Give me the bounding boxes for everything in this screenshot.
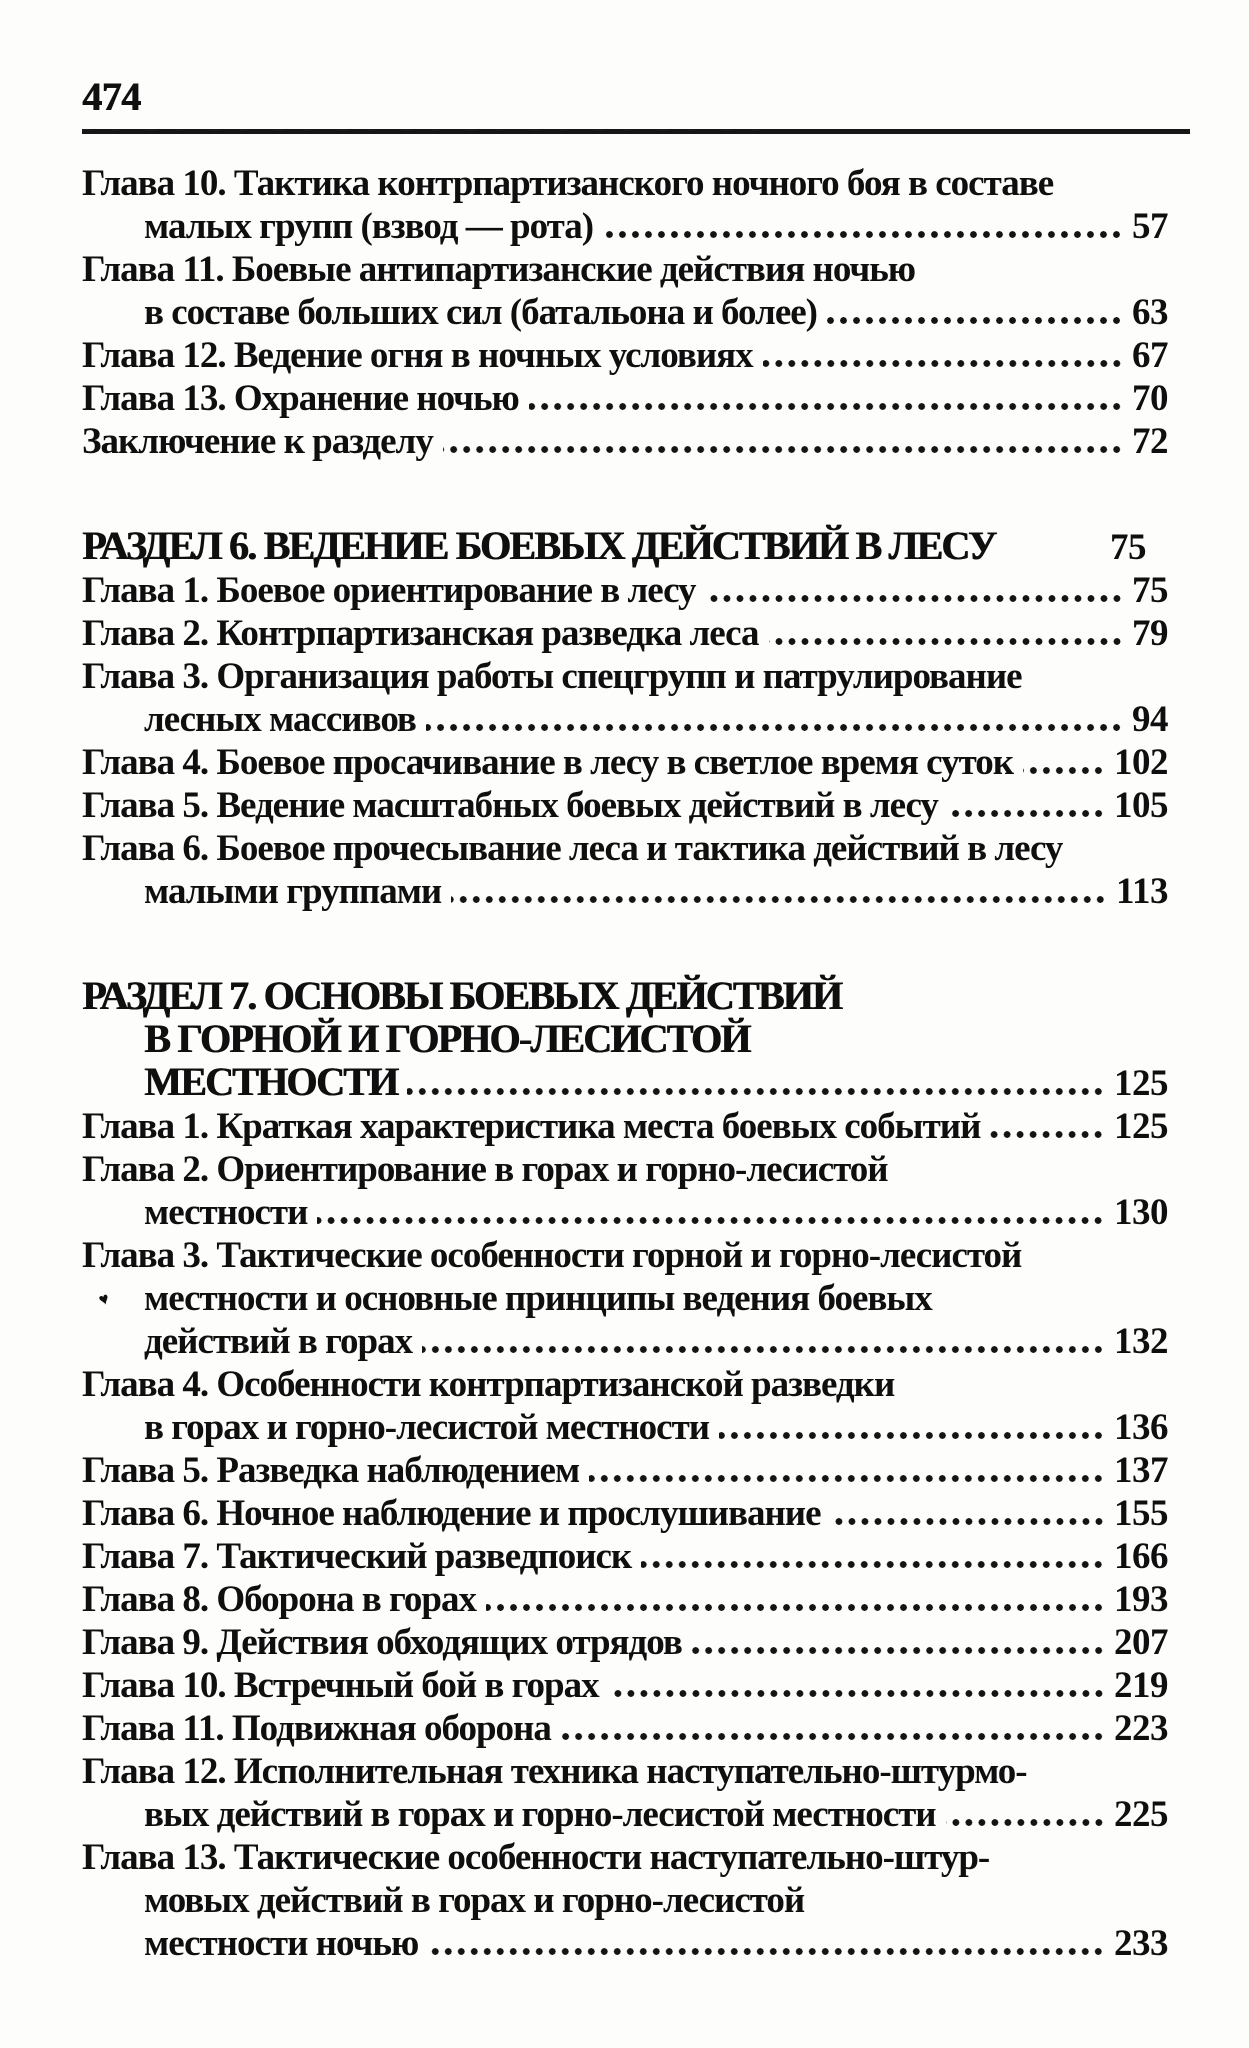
dot-leader: [443, 446, 1123, 453]
toc-line: [82, 1492, 1168, 1535]
toc-page-number: 94: [1132, 699, 1168, 740]
toc-page-number: 155: [1114, 1493, 1168, 1534]
toc-line: [82, 1793, 1168, 1836]
toc-line-text: Глава 5. Разведка наблюдением: [82, 1450, 580, 1491]
toc-line-text: Глава 2. Ориентирование в горах и горно-лесистой: [82, 1149, 888, 1190]
toc-entry-section: [82, 974, 1168, 1105]
toc-line: [82, 655, 1168, 698]
toc-line: [82, 291, 1168, 334]
toc-line: [82, 1363, 1168, 1406]
toc-page-number: 137: [1114, 1450, 1168, 1491]
toc-line-text: Глава 3. Тактические особенности горной и горно-лесистой: [82, 1235, 1022, 1276]
toc-entry-chapter: [82, 612, 1168, 655]
toc-line-text: Глава 13. Охранение ночью: [82, 378, 519, 419]
toc-line: [82, 827, 1168, 870]
toc-line-text: мовых действий в горах и горно-лесистой: [144, 1880, 805, 1921]
toc-page-number: 67: [1132, 335, 1168, 376]
toc-line: [82, 377, 1168, 420]
toc-page-number: 130: [1114, 1192, 1168, 1233]
toc-line: [82, 1578, 1168, 1621]
toc-line: [82, 1750, 1168, 1793]
toc-entry-chapter: [82, 1707, 1168, 1750]
page-header: [82, 74, 1168, 134]
dot-leader: [990, 1131, 1105, 1138]
toc-entry-section: [82, 524, 1168, 569]
toc-line-text: Глава 11. Подвижная оборона: [82, 1708, 551, 1749]
toc-entry-chapter: [82, 1363, 1168, 1449]
dot-leader: [831, 1518, 1105, 1525]
toc-entry-chapter: [82, 334, 1168, 377]
toc-line-text: Глава 10. Встречный бой в горах: [82, 1665, 599, 1706]
dot-leader: [692, 1647, 1105, 1654]
toc-line-text: Заключение к разделу: [82, 421, 433, 462]
toc-line-text: Глава 4. Боевое просачивание в лесу в светлое время суток: [82, 742, 1014, 783]
toc-page-number: 136: [1114, 1407, 1168, 1448]
toc-entry-chapter: [82, 784, 1168, 827]
toc-line: [82, 1105, 1168, 1148]
toc-line: [82, 1148, 1168, 1191]
toc-entry-chapter: [82, 1535, 1168, 1578]
toc-line: [82, 1707, 1168, 1750]
dot-leader: [426, 724, 1123, 731]
toc-line: [82, 870, 1168, 913]
toc-line-text: Глава 12. Ведение огня в ночных условиях: [82, 335, 753, 376]
toc-line-text: Глава 6. Ночное наблюдение и прослушивание: [82, 1493, 821, 1534]
dot-leader: [827, 317, 1123, 324]
toc-line: [82, 524, 1168, 569]
toc-page-number: 75: [1132, 570, 1168, 611]
toc-page-number: 125: [1114, 1106, 1168, 1147]
toc-line: [82, 205, 1168, 248]
toc-line-text: Глава 5. Ведение масштабных боевых действий в лесу: [82, 785, 938, 826]
toc-line: [82, 248, 1168, 291]
toc-page-number: 225: [1114, 1794, 1168, 1835]
toc-line: [82, 1060, 1168, 1105]
dot-leader: [609, 1690, 1105, 1697]
toc-line-text: Глава 7. Тактический разведпоиск: [82, 1536, 632, 1577]
toc-page-number: 63: [1132, 292, 1168, 333]
toc-line-text: Глава 10. Тактика контрпартизанского ночного боя в составе: [82, 163, 1054, 204]
dot-leader: [422, 1346, 1105, 1353]
toc-line: [82, 741, 1168, 784]
toc-line-text: Глава 6. Боевое прочесывание леса и тактика действий в лесу: [82, 828, 1063, 869]
dot-leader: [706, 595, 1123, 602]
toc-line: [82, 1922, 1168, 1965]
toc-line-text: местности и основные принципы ведения боевых: [144, 1278, 932, 1319]
toc-page-number: 219: [1114, 1665, 1168, 1706]
dot-leader: [428, 1948, 1105, 1955]
toc-entry-chapter: [82, 420, 1168, 463]
toc-line-text: РАЗДЕЛ 7. ОСНОВЫ БОЕВЫХ ДЕЙСТВИЙ: [82, 973, 842, 1018]
toc-page-number: 223: [1114, 1708, 1168, 1749]
toc-line-text: Глава 3. Организация работы спецгрупп и патрулирование: [82, 656, 1022, 697]
toc-line-text: Глава 9. Действия обходящих отрядов: [82, 1622, 682, 1663]
toc-page-number: 166: [1114, 1536, 1168, 1577]
toc-line: [82, 420, 1168, 463]
toc-page-number: 75: [1110, 527, 1146, 568]
dot-leader: [763, 360, 1123, 367]
toc-entry-chapter: [82, 569, 1168, 612]
toc-entry-chapter: [82, 1750, 1168, 1836]
toc-page-number: 233: [1114, 1923, 1168, 1964]
toc-line: [82, 698, 1168, 741]
toc-entry-chapter: [82, 827, 1168, 913]
dot-leader: [948, 810, 1105, 817]
header-rule: [82, 129, 1190, 134]
toc-line-text: в горах и горно-лесистой местности: [144, 1407, 710, 1448]
dot-leader: [407, 1088, 1105, 1095]
toc-line-text: местности ночью: [144, 1923, 419, 1964]
toc-line-text: Глава 12. Исполнительная техника наступательно-штурмо-: [82, 1751, 1027, 1792]
toc-page-number: 57: [1132, 206, 1168, 247]
toc-line-text: РАЗДЕЛ 6. ВЕДЕНИЕ БОЕВЫХ ДЕЙСТВИЙ В ЛЕСУ: [82, 523, 996, 568]
toc-entry-chapter: [82, 1234, 1168, 1363]
toc-line: [82, 1449, 1168, 1492]
toc-entry-chapter: [82, 655, 1168, 741]
dot-leader: [486, 1604, 1105, 1611]
toc-line-text: Глава 1. Боевое ориентирование в лесу: [82, 570, 696, 611]
page-number: 474: [82, 74, 141, 119]
toc-page-number: 102: [1114, 742, 1168, 783]
toc-line-text: Глава 13. Тактические особенности наступательно-штур-: [82, 1837, 990, 1878]
toc-line-text: вых действий в горах и горно-лесистой местности: [144, 1794, 936, 1835]
toc-page-number: 132: [1114, 1321, 1168, 1362]
toc-line: [82, 1621, 1168, 1664]
toc-page-number: 125: [1114, 1063, 1168, 1104]
artifact-heart-mark: ♥: [96, 1288, 111, 1310]
toc-line-text: Глава 11. Боевые антипартизанские действия ночью: [82, 249, 916, 290]
toc-entry-chapter: [82, 1105, 1168, 1148]
toc-line: [82, 612, 1168, 655]
dot-leader: [317, 1217, 1105, 1224]
toc-entry-chapter: [82, 1492, 1168, 1535]
dot-leader: [451, 896, 1107, 903]
toc-page-number: 105: [1114, 785, 1168, 826]
dot-leader: [529, 403, 1123, 410]
dot-leader: [719, 1432, 1105, 1439]
toc-line-text: Глава 4. Особенности контрпартизанской разведки: [82, 1364, 895, 1405]
toc-line-text: малых групп (взвод — рота): [144, 206, 594, 247]
dot-leader: [641, 1561, 1105, 1568]
toc-line: [82, 1406, 1168, 1449]
toc-line: [82, 334, 1168, 377]
toc-line: [82, 1277, 1168, 1320]
toc-entry-chapter: [82, 1836, 1168, 1965]
table-of-contents: [82, 162, 1168, 1965]
toc-page-number: 113: [1116, 871, 1168, 912]
toc-page-number: 207: [1114, 1622, 1168, 1663]
toc-line-text: Глава 2. Контрпартизанская разведка леса: [82, 613, 759, 654]
toc-entry-chapter: [82, 248, 1168, 334]
toc-line-text: в составе больших сил (батальона и более): [144, 292, 817, 333]
toc-line: [82, 1879, 1168, 1922]
toc-entry-chapter: [82, 1148, 1168, 1234]
toc-line: [82, 1664, 1168, 1707]
toc-line-text: действий в горах: [144, 1321, 413, 1362]
toc-line-text: местности: [144, 1192, 308, 1233]
toc-line: [82, 569, 1168, 612]
toc-line-text: В ГОРНОЙ И ГОРНО-ЛЕСИСТОЙ: [144, 1016, 750, 1061]
dot-leader: [589, 1475, 1105, 1482]
dot-leader: [1023, 767, 1105, 774]
toc-line: [82, 1535, 1168, 1578]
dot-leader: [769, 638, 1124, 645]
toc-entry-chapter: [82, 1578, 1168, 1621]
toc-page-number: 72: [1132, 421, 1168, 462]
toc-line-text: МЕСТНОСТИ: [144, 1059, 398, 1104]
toc-line-text: малыми группами: [144, 871, 442, 912]
dot-leader: [946, 1819, 1105, 1826]
toc-entry-chapter: [82, 1449, 1168, 1492]
toc-entry-chapter: [82, 1664, 1168, 1707]
dot-leader: [561, 1733, 1105, 1740]
toc-line: [82, 162, 1168, 205]
toc-page-number: 70: [1132, 378, 1168, 419]
toc-line-text: Глава 1. Краткая характеристика места боевых событий: [82, 1106, 981, 1147]
toc-entry-chapter: [82, 162, 1168, 248]
toc-line-text: лесных массивов: [144, 699, 416, 740]
toc-page-number: 193: [1114, 1579, 1168, 1620]
toc-line-text: Глава 8. Оборона в горах: [82, 1579, 476, 1620]
toc-entry-chapter: [82, 377, 1168, 420]
toc-line: [82, 974, 1168, 1017]
toc-line: [82, 1234, 1168, 1277]
toc-line: [82, 1191, 1168, 1234]
toc-entry-chapter: [82, 741, 1168, 784]
toc-line: [82, 1836, 1168, 1879]
toc-line: [82, 1320, 1168, 1363]
dot-leader: [1005, 552, 1101, 559]
toc-line: [82, 784, 1168, 827]
toc-page-number: 79: [1132, 613, 1168, 654]
toc-entry-chapter: [82, 1621, 1168, 1664]
dot-leader: [603, 231, 1123, 238]
toc-line: [82, 1017, 1168, 1060]
